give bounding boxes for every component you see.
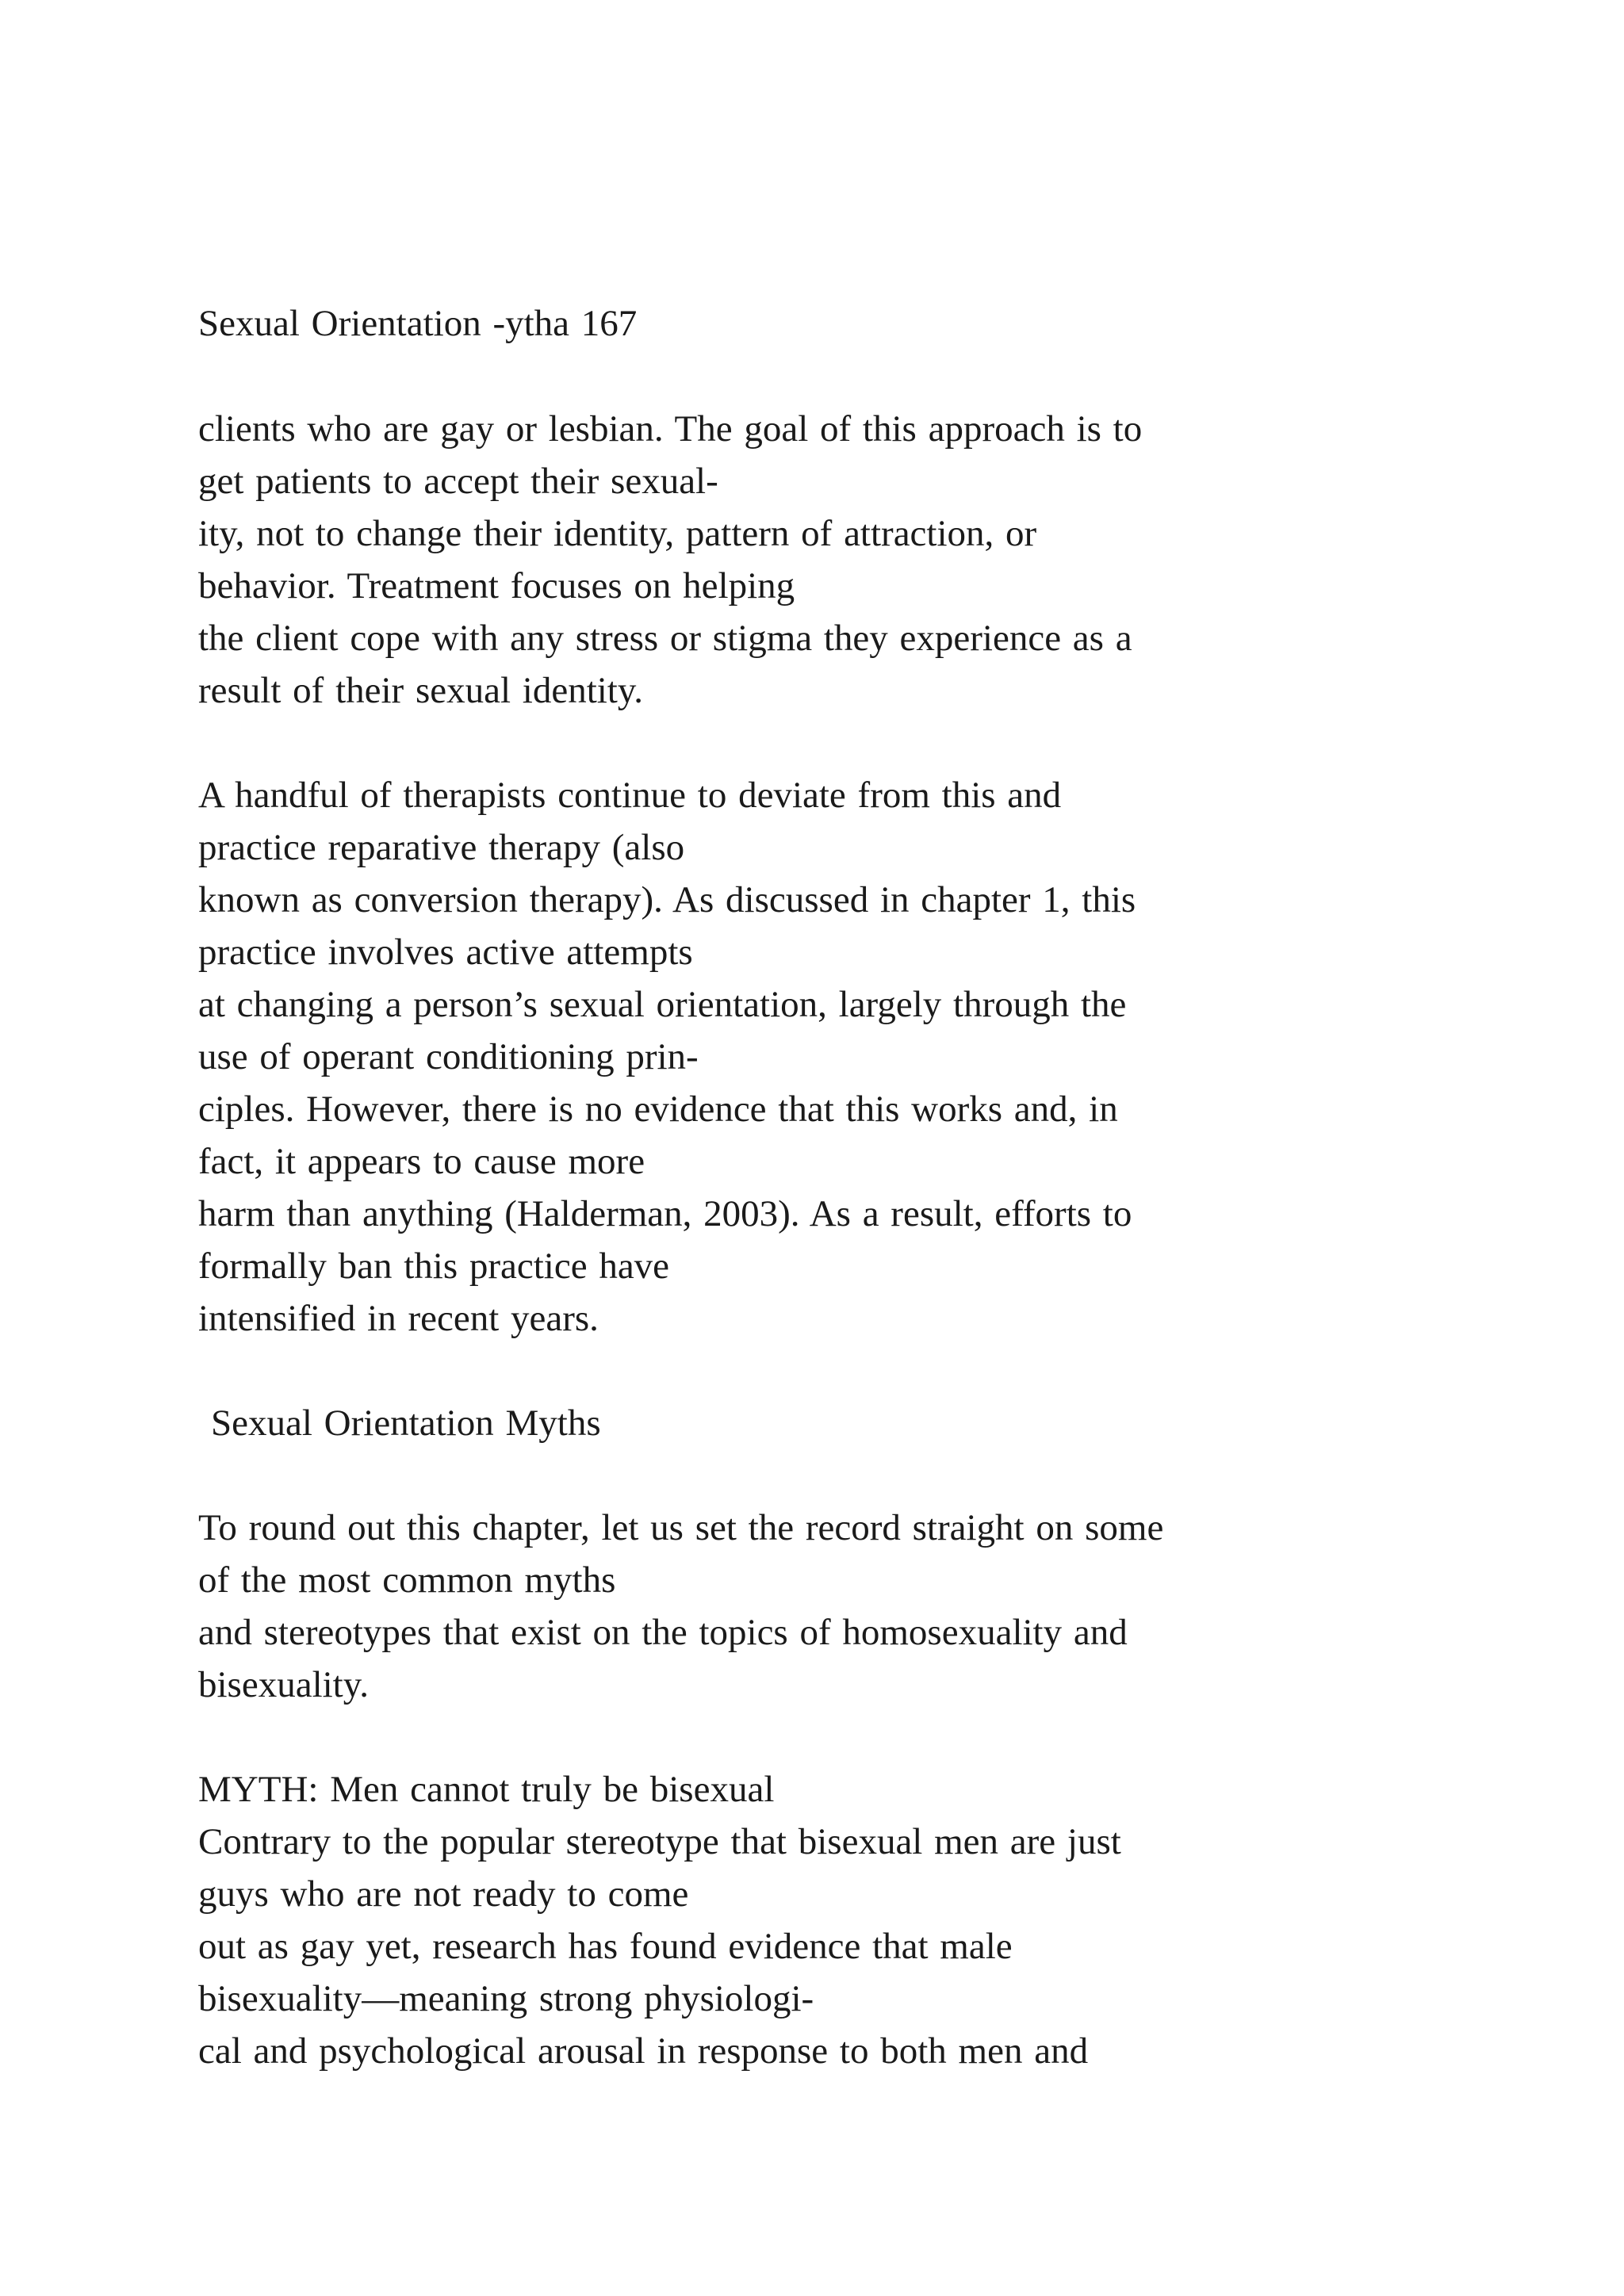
text-line: known as conversion therapy). As discussed in chapter 1, this bbox=[198, 879, 1136, 920]
text-line: result of their sexual identity. bbox=[198, 670, 644, 711]
section-heading: Sexual Orientation Myths bbox=[211, 1402, 601, 1444]
text-line: intensified in recent years. bbox=[198, 1298, 599, 1339]
text-line: get patients to accept their sexual- bbox=[198, 461, 718, 502]
text-line: guys who are not ready to come bbox=[198, 1873, 689, 1915]
text-line: bisexuality—meaning strong physiologi- bbox=[198, 1978, 814, 2019]
text-line: To round out this chapter, let us set the record straight on some bbox=[198, 1507, 1164, 1548]
text-line: of the most common myths bbox=[198, 1559, 616, 1601]
text-line: use of operant conditioning prin- bbox=[198, 1036, 699, 1077]
text-line: A handful of therapists continue to deviate from this and bbox=[198, 775, 1062, 816]
text-line: harm than anything (Halderman, 2003). As a result, efforts to bbox=[198, 1193, 1132, 1234]
text-line: ciples. However, there is no evidence that this works and, in bbox=[198, 1089, 1118, 1130]
text-line: ity, not to change their identity, pattern of attraction, or bbox=[198, 513, 1037, 554]
text-line: fact, it appears to cause more bbox=[198, 1141, 645, 1182]
text-line: bisexuality. bbox=[198, 1664, 369, 1705]
text-line: clients who are gay or lesbian. The goal of this approach is to bbox=[198, 408, 1143, 450]
text-line: practice reparative therapy (also bbox=[198, 827, 685, 868]
running-head: Sexual Orientation -ytha 167 bbox=[198, 303, 638, 344]
text-line: the client cope with any stress or stigma they experience as a bbox=[198, 618, 1132, 659]
text-line: formally ban this practice have bbox=[198, 1246, 670, 1287]
text-line: out as gay yet, research has found evidence that male bbox=[198, 1926, 1013, 1967]
text-line: behavior. Treatment focuses on helping bbox=[198, 565, 795, 607]
myth-heading: MYTH: Men cannot truly be bisexual bbox=[198, 1769, 775, 1810]
text-line: Contrary to the popular stereotype that bisexual men are just bbox=[198, 1821, 1121, 1862]
text-line: at changing a person’s sexual orientation, largely through the bbox=[198, 984, 1127, 1025]
text-line: and stereotypes that exist on the topics of homosexuality and bbox=[198, 1612, 1128, 1653]
text-line: cal and psychological arousal in response to both men and bbox=[198, 2030, 1089, 2072]
text-line: practice involves active attempts bbox=[198, 932, 693, 973]
